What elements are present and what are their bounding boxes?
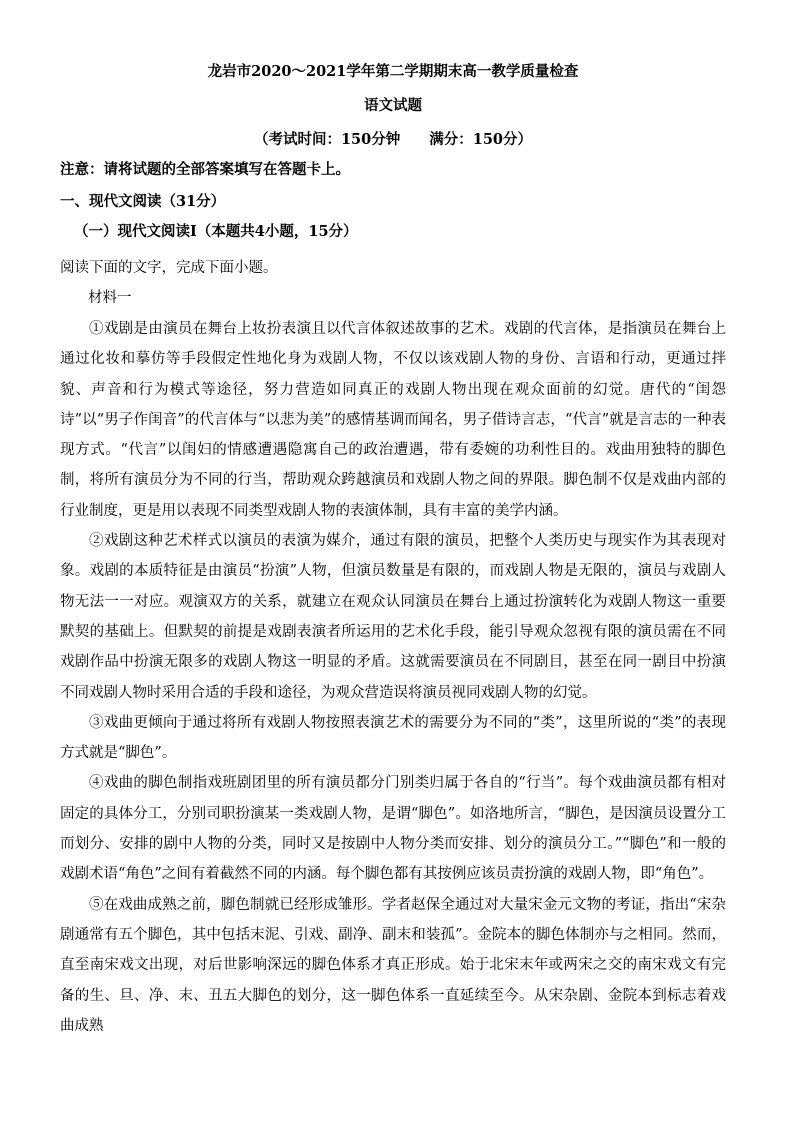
- material-body: [60, 314, 726, 1041]
- material-label: 材料一: [88, 290, 132, 306]
- paragraph-5: ⑤在戏曲成熟之前，脚色制就已经形成雏形。学者赵保全通过对大量宋金元文物的考证，指出“宋杂剧通常有五个脚色，其中包括末泥、引戏、副净、副末和装孤”。金院本的脚色体制亦与之相同。然而，直至南宋戏文出现，对后世影响深远的脚色体系才真正形成。始于北宋末年或两宋之交的南宋戏文有完备的生、旦、净、末、丑五大脚色的划分，这一脚色体系一直延续至今。从宋杂剧、金院本到标志着戏曲成熟: [60, 896, 726, 1034]
- exam-info: （考试时间：150分钟 满分：150分）: [253, 131, 533, 148]
- paragraph-2: ②戏剧这种艺术样式以演员的表演为媒介，通过有限的演员，把整个人类历史与现实作为其表现对象。戏剧的本质特征是由演员“扮演”人物，但演员数量是有限的，而戏剧人物是无限的，演员与戏剧人物无法一一对应。观演双方的关系，就建立在观众认同演员在舞台上通过扮演转化为戏剧人物这一重要默契的基础上。但默契的前提是戏剧表演者所运用的艺术化手段，能引导观众忽视有限的演员需在不同戏剧作品中扮演无限多的戏剧人物这一明显的矛盾。这就需要演员在不同剧目，甚至在同一剧目中扮演不同戏剧人物时采用合适的手段和途径，为观众营造误将演员视同戏剧人物的幻觉。: [60, 533, 726, 701]
- notice: 注意：请将试题的全部答案填写在答题卡上。: [60, 161, 350, 178]
- exam-title: 龙岩市2020～2021学年第二学期期末高一教学质量检查: [207, 63, 579, 80]
- exam-subject: 语文试题: [364, 97, 422, 114]
- paragraph-3: ③戏曲更倾向于通过将所有戏剧人物按照表演艺术的需要分为不同的“类”，这里所说的“类”的表现方式就是“脚色”。: [60, 714, 726, 762]
- document-page: [60, 0, 726, 1123]
- subsection-heading: （一）现代文阅读Ⅰ（本题共4小题，15分）: [74, 223, 358, 240]
- paragraph-4: ④戏曲的脚色制指戏班剧团里的所有演员都分门别类归属于各自的“行当”。每个戏曲演员都有相对固定的具体分工，分别司职扮演某一类戏剧人物，是谓“脚色”。如洛地所言，“脚色，是因演员设置分工而划分、安排的剧中人物的分类，同时又是按剧中人物分类而安排、划分的演员分工。”“脚色”和一般的戏剧术语“角色”之间有着截然不同的内涵。每个脚色都有其按例应该员责扮演的戏剧人物，即“角色”。: [60, 775, 726, 883]
- section-heading: 一、现代文阅读（31分）: [60, 193, 226, 210]
- reading-instruction: 阅读下面的文字，完成下面小题。: [60, 260, 278, 276]
- paragraph-1: ①戏剧是由演员在舞台上妆扮表演且以代言体叙述故事的艺术。戏剧的代言体，是指演员在舞台上通过化妆和摹仿等手段假定性地化身为戏剧人物，不仅以该戏剧人物的身份、言语和行动，更通过拌貌、声音和行为模式等途径，努力营造如同真正的戏剧人物出现在观众面前的幻觉。唐代的“闺怨诗”以“男子作闺音”的代言体与“以悲为美”的感情基调而闻名，男子借诗言志，“代言”就是言志的一种表现方式。“代言”以闺妇的情感遭遇隐寓自己的政治遭遇，带有委婉的功利性目的。戏曲用独特的脚色制，将所有演员分为不同的行当，帮助观众跨越演员和戏剧人物之间的界限。脚色制不仅是戏曲内部的行业制度，更是用以表现不同类型戏剧人物的表演体制，具有丰富的美学内涵。: [60, 321, 726, 519]
